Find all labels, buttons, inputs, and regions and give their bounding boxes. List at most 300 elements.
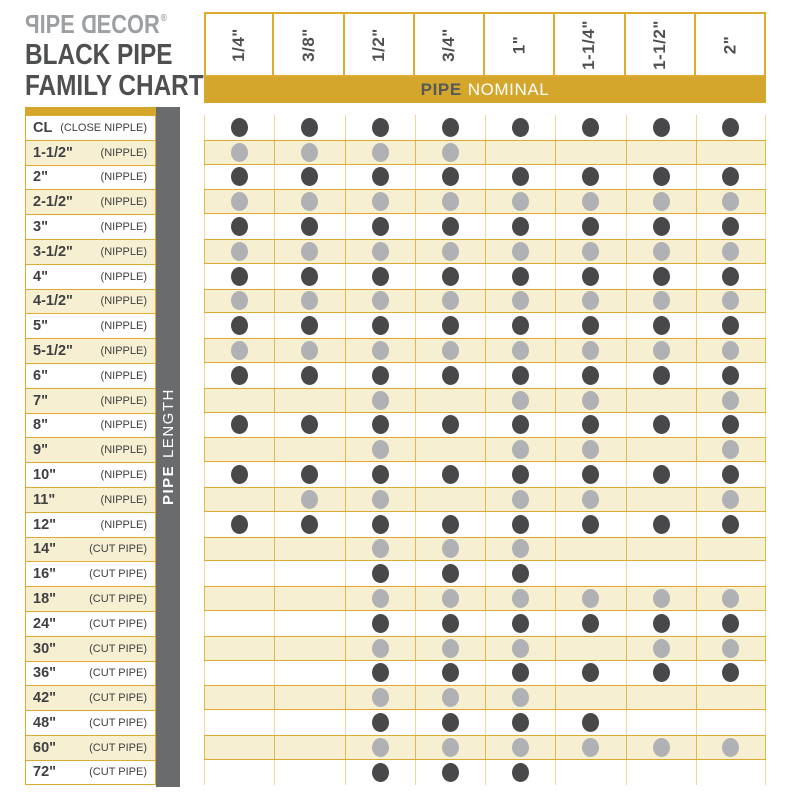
grid-cell — [415, 115, 485, 140]
grid-cell — [485, 413, 555, 438]
row-label — [25, 115, 156, 140]
availability-dot-dark — [653, 267, 670, 286]
row-size-label: 16" — [33, 566, 57, 583]
grid-cell — [626, 686, 696, 709]
availability-dot-gray — [442, 589, 459, 608]
availability-dot-dark — [442, 167, 459, 186]
grid-cell — [696, 313, 766, 338]
row-type-label: (CLOSE NIPPLE) — [60, 121, 147, 134]
grid-cell — [204, 760, 274, 785]
grid-cell — [626, 413, 696, 438]
grid-cell — [274, 389, 344, 412]
table-row — [25, 140, 766, 165]
grid-cell — [204, 115, 274, 140]
row-type-label: (NIPPLE) — [100, 270, 147, 283]
availability-dot-dark — [722, 465, 739, 484]
availability-dot-dark — [301, 465, 318, 484]
grid-cell — [345, 290, 415, 313]
grid-cell — [555, 413, 625, 438]
grid-cell — [626, 389, 696, 412]
grid-cell — [555, 686, 625, 709]
column-header-row — [204, 12, 766, 77]
grid-cell — [204, 313, 274, 338]
grid-cell — [555, 214, 625, 239]
row-type-label: (CUT PIPE) — [89, 593, 147, 606]
grid-cell — [696, 561, 766, 586]
availability-dot-gray — [372, 341, 389, 360]
grid-cell — [555, 141, 625, 164]
grid-cell — [274, 141, 344, 164]
row-type-label: (NIPPLE) — [100, 444, 147, 457]
availability-dot-dark — [442, 564, 459, 583]
row-grid — [204, 437, 766, 462]
row-grid — [204, 487, 766, 512]
row-grid — [204, 512, 766, 537]
grid-cell — [274, 413, 344, 438]
row-grid — [204, 537, 766, 562]
row-label — [25, 487, 156, 512]
table-row — [25, 388, 766, 413]
row-label — [25, 760, 156, 785]
grid-cell — [415, 313, 485, 338]
column-header — [694, 12, 766, 77]
column-header-label: 1/4" — [229, 27, 249, 62]
grid-cell — [485, 363, 555, 388]
row-grid — [204, 636, 766, 661]
row-size-label: 3-1/2" — [33, 243, 73, 260]
row-grid — [204, 685, 766, 710]
grid-cell — [626, 214, 696, 239]
grid-cell — [696, 141, 766, 164]
availability-dot-dark — [582, 465, 599, 484]
row-size-label: 24" — [33, 615, 57, 632]
grid-cell — [485, 115, 555, 140]
row-label — [25, 264, 156, 289]
availability-dot-dark — [372, 614, 389, 633]
row-type-label: (CUT PIPE) — [89, 568, 147, 581]
grid-cell — [415, 240, 485, 263]
grid-cell — [415, 462, 485, 487]
availability-dot-dark — [582, 614, 599, 633]
row-grid — [204, 363, 766, 388]
row-size-label: 10" — [33, 467, 57, 484]
availability-dot-gray — [301, 192, 318, 211]
row-type-label: (CUT PIPE) — [89, 617, 147, 630]
table-row — [25, 512, 766, 537]
grid-cell — [555, 115, 625, 140]
grid-cell — [415, 214, 485, 239]
availability-dot-gray — [231, 143, 248, 162]
row-type-label: (NIPPLE) — [100, 221, 147, 234]
availability-dot-dark — [512, 415, 529, 434]
grid-cell — [345, 141, 415, 164]
grid-cell — [274, 512, 344, 537]
grid-cell — [345, 561, 415, 586]
table-row — [25, 165, 766, 190]
grid-cell — [345, 611, 415, 636]
availability-dot-dark — [722, 415, 739, 434]
availability-dot-gray — [722, 391, 739, 410]
availability-dot-dark — [582, 515, 599, 534]
grid-cell — [696, 413, 766, 438]
grid-cell — [696, 339, 766, 362]
grid-cell — [626, 165, 696, 190]
availability-dot-dark — [372, 415, 389, 434]
row-label — [25, 661, 156, 686]
grid-cell — [204, 462, 274, 487]
grid-cell — [696, 587, 766, 610]
grid-cell — [485, 190, 555, 213]
availability-dot-gray — [301, 291, 318, 310]
grid-cell — [555, 611, 625, 636]
grid-cell — [626, 240, 696, 263]
grid-cell — [204, 512, 274, 537]
grid-cell — [415, 736, 485, 759]
availability-dot-dark — [653, 614, 670, 633]
row-grid — [204, 264, 766, 289]
availability-dot-gray — [582, 589, 599, 608]
table-row — [25, 239, 766, 264]
grid-cell — [696, 240, 766, 263]
grid-cell — [204, 413, 274, 438]
grid-cell — [626, 538, 696, 561]
row-size-label: 36" — [33, 665, 57, 682]
table-row — [25, 760, 766, 785]
grid-cell — [204, 488, 274, 511]
row-type-label: (CUT PIPE) — [89, 717, 147, 730]
grid-cell — [415, 587, 485, 610]
availability-dot-gray — [442, 291, 459, 310]
availability-dot-dark — [582, 267, 599, 286]
availability-dot-gray — [301, 341, 318, 360]
logo-word2-rest: ECOR — [96, 9, 160, 39]
availability-dot-gray — [231, 341, 248, 360]
grid-cell — [415, 760, 485, 785]
availability-dot-gray — [582, 738, 599, 757]
row-type-label: (NIPPLE) — [100, 320, 147, 333]
availability-dot-dark — [582, 415, 599, 434]
grid-cell — [485, 240, 555, 263]
availability-dot-gray — [442, 539, 459, 558]
grid-cell — [696, 686, 766, 709]
grid-cell — [696, 488, 766, 511]
column-header — [413, 12, 485, 77]
chart-grid — [25, 115, 766, 785]
availability-dot-dark — [722, 515, 739, 534]
grid-cell — [626, 661, 696, 686]
availability-dot-gray — [512, 688, 529, 707]
row-type-label: (NIPPLE) — [100, 295, 147, 308]
grid-cell — [696, 611, 766, 636]
grid-cell — [204, 661, 274, 686]
availability-dot-dark — [301, 515, 318, 534]
availability-dot-dark — [442, 763, 459, 782]
grid-cell — [696, 512, 766, 537]
row-size-label: 5" — [33, 318, 48, 335]
grid-cell — [415, 686, 485, 709]
row-size-label: 9" — [33, 442, 48, 459]
grid-cell — [626, 637, 696, 660]
grid-cell — [696, 389, 766, 412]
grid-cell — [485, 313, 555, 338]
grid-cell — [696, 115, 766, 140]
grid-cell — [485, 389, 555, 412]
availability-dot-dark — [442, 217, 459, 236]
grid-cell — [555, 661, 625, 686]
grid-cell — [345, 637, 415, 660]
logo-letter-d-mirrored: D — [80, 9, 97, 39]
availability-dot-gray — [582, 490, 599, 509]
grid-cell — [274, 313, 344, 338]
grid-cell — [204, 363, 274, 388]
grid-cell — [274, 115, 344, 140]
availability-dot-gray — [722, 291, 739, 310]
grid-cell — [485, 488, 555, 511]
grid-cell — [274, 611, 344, 636]
availability-dot-gray — [653, 192, 670, 211]
grid-cell — [274, 561, 344, 586]
availability-dot-dark — [231, 217, 248, 236]
availability-dot-dark — [653, 217, 670, 236]
availability-dot-gray — [582, 242, 599, 261]
table-row — [25, 214, 766, 239]
column-header — [272, 12, 344, 77]
availability-dot-gray — [582, 192, 599, 211]
availability-dot-dark — [301, 267, 318, 286]
row-label — [25, 413, 156, 438]
availability-dot-dark — [512, 167, 529, 186]
availability-dot-dark — [512, 663, 529, 682]
grid-cell — [415, 637, 485, 660]
grid-cell — [485, 637, 555, 660]
grid-cell — [204, 290, 274, 313]
availability-dot-gray — [231, 192, 248, 211]
availability-dot-dark — [442, 267, 459, 286]
row-size-label: 1-1/2" — [33, 144, 73, 161]
grid-cell — [696, 165, 766, 190]
grid-cell — [274, 264, 344, 289]
grid-cell — [204, 736, 274, 759]
availability-dot-gray — [582, 440, 599, 459]
availability-dot-dark — [372, 663, 389, 682]
availability-dot-dark — [653, 415, 670, 434]
availability-dot-dark — [512, 763, 529, 782]
availability-dot-dark — [722, 316, 739, 335]
grid-cell — [345, 313, 415, 338]
row-type-label: (NIPPLE) — [100, 394, 147, 407]
availability-dot-gray — [372, 391, 389, 410]
grid-cell — [204, 214, 274, 239]
grid-cell — [415, 561, 485, 586]
availability-dot-dark — [301, 366, 318, 385]
availability-dot-dark — [722, 118, 739, 137]
grid-cell — [415, 264, 485, 289]
availability-dot-dark — [582, 663, 599, 682]
grid-cell — [345, 363, 415, 388]
availability-dot-dark — [231, 465, 248, 484]
grid-cell — [345, 686, 415, 709]
row-size-label: 6" — [33, 367, 48, 384]
grid-cell — [415, 290, 485, 313]
grid-cell — [696, 264, 766, 289]
grid-cell — [485, 710, 555, 735]
row-grid — [204, 661, 766, 686]
grid-cell — [274, 214, 344, 239]
availability-dot-dark — [231, 167, 248, 186]
availability-dot-gray — [231, 242, 248, 261]
grid-cell — [204, 587, 274, 610]
availability-dot-dark — [512, 316, 529, 335]
availability-dot-gray — [301, 490, 318, 509]
availability-dot-dark — [653, 465, 670, 484]
row-type-label: (CUT PIPE) — [89, 667, 147, 680]
availability-dot-gray — [653, 341, 670, 360]
grid-cell — [345, 264, 415, 289]
availability-dot-dark — [372, 515, 389, 534]
row-size-label: 8" — [33, 417, 48, 434]
availability-dot-gray — [442, 738, 459, 757]
grid-cell — [274, 438, 344, 461]
row-grid — [204, 735, 766, 760]
table-row — [25, 437, 766, 462]
availability-dot-gray — [372, 490, 389, 509]
availability-dot-gray — [653, 738, 670, 757]
availability-dot-dark — [582, 167, 599, 186]
column-header-label: 3/8" — [298, 27, 318, 62]
availability-dot-dark — [442, 118, 459, 137]
grid-cell — [204, 637, 274, 660]
availability-dot-gray — [582, 391, 599, 410]
row-grid — [204, 710, 766, 735]
availability-dot-gray — [512, 341, 529, 360]
grid-cell — [204, 165, 274, 190]
availability-dot-gray — [372, 688, 389, 707]
grid-cell — [485, 438, 555, 461]
grid-cell — [274, 637, 344, 660]
row-size-label: 42" — [33, 690, 57, 707]
grid-cell — [626, 462, 696, 487]
grid-cell — [626, 512, 696, 537]
availability-dot-dark — [512, 465, 529, 484]
row-type-label: (NIPPLE) — [100, 171, 147, 184]
chart-title-line1: BLACK PIPE — [25, 39, 173, 71]
availability-dot-gray — [653, 291, 670, 310]
grid-cell — [204, 438, 274, 461]
grid-cell — [274, 587, 344, 610]
row-grid — [204, 289, 766, 314]
brand-block — [25, 9, 225, 115]
grid-cell — [626, 115, 696, 140]
grid-cell — [345, 240, 415, 263]
grid-cell — [555, 587, 625, 610]
availability-dot-gray — [372, 589, 389, 608]
grid-cell — [204, 611, 274, 636]
availability-dot-dark — [372, 713, 389, 732]
grid-cell — [345, 488, 415, 511]
row-label — [25, 140, 156, 165]
availability-dot-gray — [301, 143, 318, 162]
availability-dot-dark — [372, 564, 389, 583]
row-label — [25, 289, 156, 314]
availability-dot-dark — [372, 167, 389, 186]
grid-cell — [555, 339, 625, 362]
table-row — [25, 289, 766, 314]
grid-cell — [555, 363, 625, 388]
grid-cell — [274, 760, 344, 785]
row-type-label: (NIPPLE) — [100, 196, 147, 209]
grid-cell — [626, 190, 696, 213]
row-label — [25, 363, 156, 388]
row-size-label: CL — [33, 119, 53, 136]
row-size-label: 2-1/2" — [33, 194, 73, 211]
row-label — [25, 537, 156, 562]
grid-cell — [626, 736, 696, 759]
grid-cell — [555, 637, 625, 660]
row-label — [25, 462, 156, 487]
availability-dot-dark — [582, 366, 599, 385]
row-type-label: (CUT PIPE) — [89, 543, 147, 556]
row-type-label: (NIPPLE) — [100, 518, 147, 531]
grid-cell — [274, 165, 344, 190]
availability-dot-dark — [301, 167, 318, 186]
table-row — [25, 115, 766, 140]
grid-cell — [345, 736, 415, 759]
grid-cell — [415, 165, 485, 190]
availability-dot-dark — [231, 515, 248, 534]
column-header-label: 3/4" — [438, 27, 458, 62]
grid-cell — [415, 190, 485, 213]
availability-dot-dark — [512, 564, 529, 583]
grid-cell — [555, 264, 625, 289]
row-size-label: 4" — [33, 268, 48, 285]
grid-cell — [345, 760, 415, 785]
row-label — [25, 189, 156, 214]
availability-dot-dark — [372, 465, 389, 484]
grid-cell — [345, 190, 415, 213]
availability-dot-gray — [372, 242, 389, 261]
grid-cell — [626, 339, 696, 362]
row-type-label: (CUT PIPE) — [89, 642, 147, 655]
brand-logo — [25, 9, 167, 40]
grid-cell — [485, 686, 555, 709]
grid-cell — [415, 339, 485, 362]
grid-cell — [626, 587, 696, 610]
availability-dot-dark — [512, 267, 529, 286]
availability-dot-dark — [372, 316, 389, 335]
grid-cell — [696, 637, 766, 660]
availability-dot-gray — [653, 589, 670, 608]
table-row — [25, 735, 766, 760]
grid-cell — [696, 438, 766, 461]
availability-dot-gray — [372, 539, 389, 558]
availability-dot-dark — [653, 366, 670, 385]
row-grid — [204, 760, 766, 785]
availability-dot-gray — [722, 440, 739, 459]
grid-cell — [204, 710, 274, 735]
row-grid — [204, 313, 766, 338]
grid-cell — [415, 438, 485, 461]
grid-cell — [345, 413, 415, 438]
grid-cell — [345, 438, 415, 461]
grid-cell — [555, 538, 625, 561]
row-size-label: 4-1/2" — [33, 293, 73, 310]
grid-cell — [696, 290, 766, 313]
grid-cell — [555, 438, 625, 461]
column-header-label: 1-1/2" — [649, 19, 669, 70]
grid-cell — [696, 760, 766, 785]
grid-cell — [555, 190, 625, 213]
availability-dot-dark — [653, 316, 670, 335]
